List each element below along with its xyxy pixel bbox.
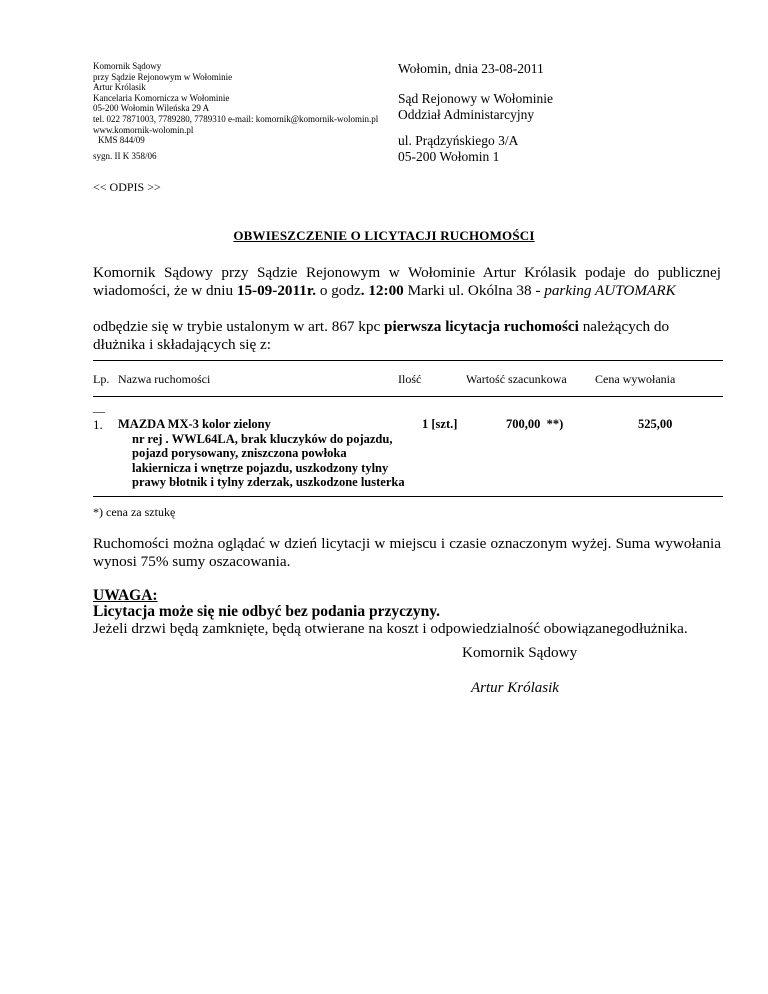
table-bottom-rule [93,496,723,497]
sender-kms: KMS 844/09 [98,135,145,146]
intro-paragraph [93,264,721,300]
table-dash: __ [93,400,105,414]
row-value: 700,00 **) [506,417,564,431]
signer-name: Artur Królasik [471,680,559,696]
table-footnote: *) cena za sztukę [93,505,176,519]
viewing-paragraph: Ruchomości można oglądać w dzień licytacji w miejscu i czasie oznaczonym wyżej. Suma wywołania wynosi 75% sumy oszacowania. [93,535,721,570]
mode-paragraph [93,318,721,354]
table-top-rule [93,360,723,361]
recipient-address-block [398,133,518,165]
row-price: 525,00 [638,417,673,431]
mode-text-1: odbędzie się w trybie ustalonym w art. 867 kpc [93,318,385,335]
recipient-department: Oddział Administarcyjny [398,107,535,122]
copy-marker: << ODPIS >> [93,180,161,194]
intro-text-2: o godz [316,282,361,299]
signer-role: Komornik Sądowy [462,644,578,661]
auction-time: . 12:00 [360,282,404,299]
row-name-line: MAZDA MX-3 kolor zielony [118,417,271,431]
recipient-block [398,91,553,123]
recipient-street: ul. Prądzyńskiego 3/A [398,133,519,148]
recipient-city: 05-200 Wołomin 1 [398,149,500,164]
notice-heading: UWAGA: [93,587,158,604]
sender-website: www.komornik-wolomin.pl [93,124,194,135]
document-title: OBWIESZCZENIE O LICYTACJI RUCHOMOŚCI [233,228,535,243]
row-qty: 1 [szt.] [422,417,458,431]
table-row [118,417,408,490]
recipient-court: Sąd Rejonowy w Wołominie [398,91,554,106]
place-date: Wołomin, dnia 23-08-2011 [398,61,544,76]
row-lp: 1. [93,417,103,432]
row-name-line: nr rej . WWL64LA, brak kluczyków do pojazdu, [132,431,393,446]
table-header-rule [93,396,723,397]
case-reference: sygn. II K 358/06 [93,151,157,161]
header-lp: Lp. [93,372,110,386]
sender-name: Artur Królasik [93,82,146,93]
sender-contact: tel. 022 7871003, 7789280, 7789310 e-mail: komornik@komornik-wolomin.pl [93,113,379,124]
intro-text-3: Marki ul. Okólna 38 - [403,282,545,299]
row-name-line: lakiernicza i wnętrze pojazdu, uszkodzony tylny [132,460,389,475]
sender-office: Kancelaria Komornicza w Wołominie [93,92,230,103]
row-name-line: pojazd porysowany, zniszczona powłoka [132,446,347,460]
auction-place: parking AUTOMARK [544,282,676,299]
header-price: Cena wywołania [595,372,676,386]
row-name-line: prawy błotnik i tylny zderzak, uszkodzone lusterka [132,475,405,489]
sender-address: 05-200 Wołomin Wileńska 29 A [93,103,210,114]
sender-court: przy Sądzie Rejonowym w Wołominie [93,71,233,82]
notice-bold-line: Licytacja może się nie odbyć bez podania przyczyny. [93,603,440,620]
mode-bold: pierwsza licytacja ruchomości [384,318,579,335]
auction-date: 15-09-2011r. [236,282,317,299]
header-qty: Ilość [398,372,422,386]
intro-text-1: Komornik Sądowy przy Sądzie Rejonowym w Wołominie Artur Królasik podaje do publicznej wiadomości, że w dniu [93,264,721,299]
notice-text-line: Jeżeli drzwi będą zamknięte, będą otwierane na koszt i odpowiedzialność obowiązanegodłużnika. [93,620,688,637]
header-name: Nazwa ruchomości [118,372,211,386]
sender-block [93,61,393,146]
sender-title: Komornik Sądowy [93,61,162,71]
header-value: Wartość szacunkowa [466,372,567,386]
mode-text-2: należących do dłużnika i składających się z: [93,318,670,353]
